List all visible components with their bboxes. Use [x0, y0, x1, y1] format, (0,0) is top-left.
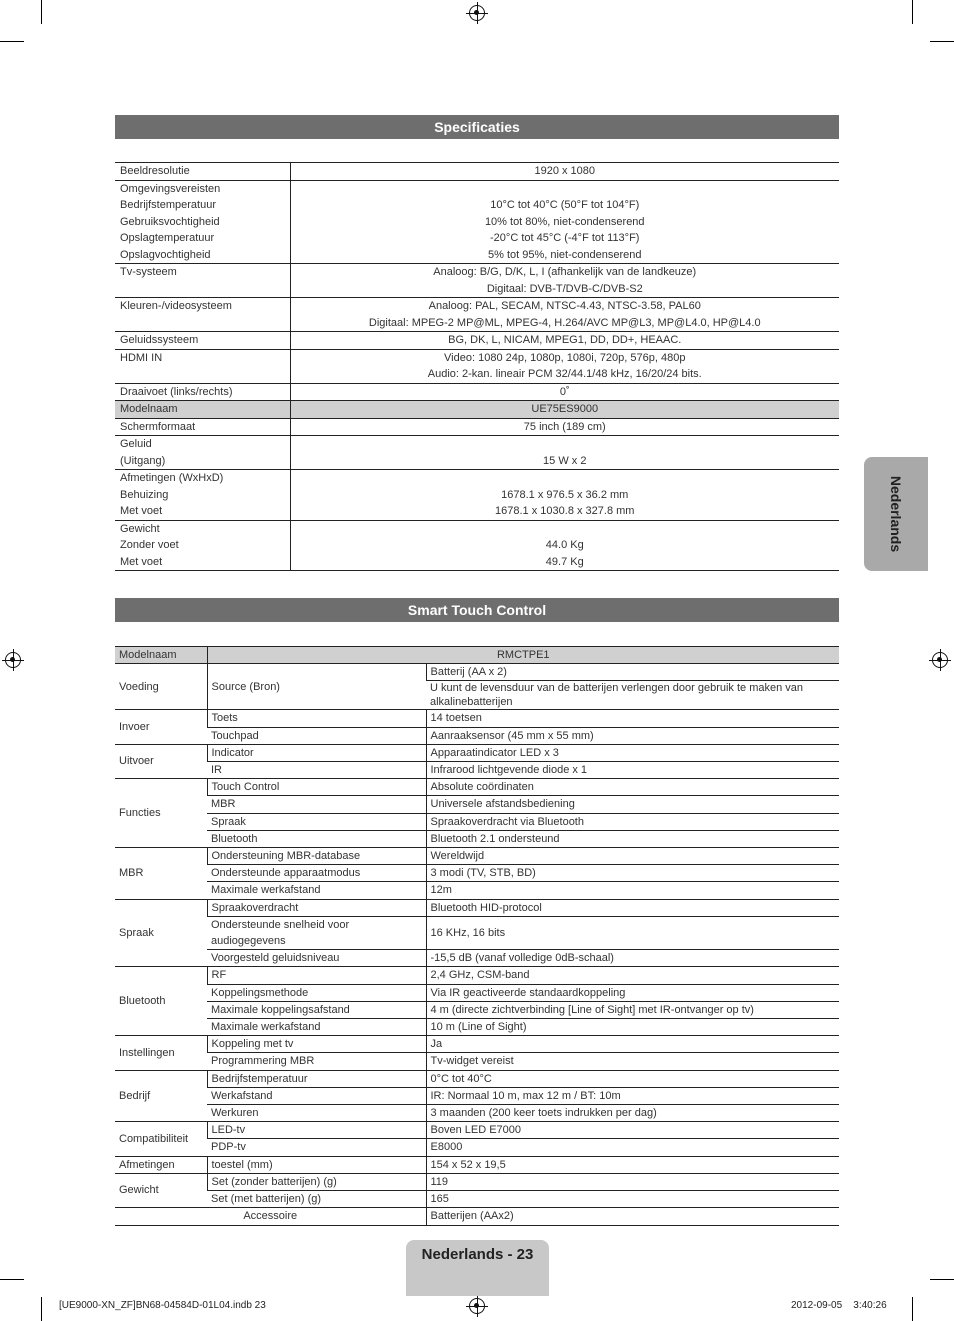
stc-model-row: [115, 647, 839, 664]
registration-mark-icon: [469, 1298, 485, 1314]
footer-timestamp: 2012-09-05 3:40:26: [791, 1300, 887, 1311]
stc-group-label: MBR: [115, 848, 207, 900]
stc-item-value: Aanraaksensor (45 mm x 55 mm): [426, 727, 839, 744]
registration-mark-icon: [469, 5, 485, 21]
spec-row: [115, 163, 839, 181]
stc-item-label: Ondersteuning MBR-database: [207, 848, 426, 865]
stc-row: [115, 727, 839, 744]
stc-item-label: Touch Control: [207, 779, 426, 796]
stc-item-label: Maximale werkafstand: [207, 882, 426, 899]
stc-item-label: Source (Bron): [207, 664, 426, 710]
stc-item-value: 10 m (Line of Sight): [426, 1019, 839, 1036]
registration-mark-icon: [932, 652, 948, 668]
stc-row: [115, 830, 839, 847]
spec-label: Gewicht Zonder voet Met voet: [115, 520, 290, 571]
spec-row: [115, 298, 839, 332]
stc-row: [115, 1019, 839, 1036]
stc-item-label: Set (zonder batterijen) (g): [207, 1173, 426, 1190]
spec-label: Modelnaam: [115, 401, 290, 419]
stc-item-label: Werkuren: [207, 1105, 426, 1122]
stc-item-value: Batterij (AA x 2): [426, 664, 839, 681]
spec-label: Afmetingen (WxHxD) Behuizing Met voet: [115, 470, 290, 521]
spec-label: Draaivoet (links/rechts): [115, 383, 290, 401]
stc-item-label: Toets: [207, 710, 426, 727]
spec-value: BG, DK, L, NICAM, MPEG1, DD, DD+, HEAAC.: [290, 332, 839, 350]
crop-mark: [41, 0, 42, 24]
page-number-tab: Nederlands - 23: [406, 1240, 549, 1296]
stc-item-value: Universele afstandsbediening: [426, 796, 839, 813]
language-side-tab-label: Nederlands: [888, 475, 904, 553]
stc-item-value: Wereldwijd: [426, 848, 839, 865]
stc-model-label: Modelnaam: [115, 647, 207, 664]
section-title-specificaties: Specificaties: [115, 115, 839, 139]
specifications-table: [115, 162, 839, 571]
stc-row: [115, 796, 839, 813]
spec-label: Kleuren-/videosysteem: [115, 298, 290, 332]
spec-row: [115, 180, 839, 264]
registration-mark-icon: [5, 652, 21, 668]
spec-value: 0˚: [290, 383, 839, 401]
stc-row: [115, 916, 839, 949]
crop-mark: [41, 1297, 42, 1321]
stc-item-value: Bluetooth 2.1 ondersteund: [426, 830, 839, 847]
spec-label: Tv-systeem: [115, 264, 290, 298]
stc-item-value: 2,4 GHz, CSM-band: [426, 967, 839, 984]
stc-row: [115, 865, 839, 882]
stc-row: [115, 1156, 839, 1173]
stc-row: [115, 1036, 839, 1053]
stc-item-value: IR: Normaal 10 m, max 12 m / BT: 10m: [426, 1087, 839, 1104]
spec-label: Beeldresolutie: [115, 163, 290, 181]
stc-item-label: Set (met batterijen) (g): [207, 1191, 426, 1208]
stc-item-value: 3 modi (TV, STB, BD): [426, 865, 839, 882]
stc-row: [115, 1001, 839, 1018]
stc-item-label: Werkafstand: [207, 1087, 426, 1104]
stc-item-value: Apparaatindicator LED x 3: [426, 744, 839, 761]
section-title-smart-touch-control: Smart Touch Control: [115, 598, 839, 622]
stc-item-value: Absolute coördinaten: [426, 779, 839, 796]
stc-group-label: Compatibiliteit: [115, 1122, 207, 1156]
stc-item-value: 119: [426, 1173, 839, 1190]
stc-group-label: Functies: [115, 779, 207, 848]
spec-value: 1678.1 x 976.5 x 36.2 mm 1678.1 x 1030.8 x 327.8 mm: [290, 470, 839, 521]
spec-value: Video: 1080 24p, 1080p, 1080i, 720p, 576p, 480p Audio: 2-kan. lineair PCM 32/44.1/48 kHz, 16/20/24 bits.: [290, 349, 839, 383]
stc-row: [115, 710, 839, 727]
stc-accessoire-value: Batterijen (AAx2): [426, 1208, 839, 1225]
stc-row: [115, 950, 839, 967]
stc-row: [115, 984, 839, 1001]
stc-group-label: Gewicht: [115, 1173, 207, 1207]
spec-row: [115, 383, 839, 401]
spec-row: [115, 264, 839, 298]
stc-accessoire-label: Accessoire: [115, 1208, 426, 1225]
spec-value: 10°C tot 40°C (50°F tot 104°F) 10% tot 80%, niet-condenserend -20°C tot 45°C (-4°F tot 113°F) 5% tot 95%, niet-condenserend: [290, 180, 839, 264]
stc-row: [115, 967, 839, 984]
stc-item-label: IR: [207, 762, 426, 779]
stc-row: [115, 664, 839, 681]
stc-item-value: 165: [426, 1191, 839, 1208]
stc-item-label: Koppeling met tv: [207, 1036, 426, 1053]
spec-row: [115, 520, 839, 571]
crop-mark: [930, 1279, 954, 1280]
stc-item-label: Touchpad: [207, 727, 426, 744]
crop-mark: [0, 41, 24, 42]
spec-label: HDMI IN: [115, 349, 290, 383]
stc-row: [115, 1070, 839, 1087]
stc-group-label: Afmetingen: [115, 1156, 207, 1173]
stc-item-value: Tv-widget vereist: [426, 1053, 839, 1070]
stc-row: [115, 899, 839, 916]
stc-item-label: MBR: [207, 796, 426, 813]
stc-item-label: Bedrijfstemperatuur: [207, 1070, 426, 1087]
crop-mark: [930, 41, 954, 42]
crop-mark: [0, 1279, 24, 1280]
stc-group-label: Invoer: [115, 710, 207, 744]
stc-row: [115, 779, 839, 796]
stc-row: [115, 744, 839, 761]
stc-group-label: Voeding: [115, 664, 207, 710]
spec-row: [115, 470, 839, 521]
stc-row: [115, 1087, 839, 1104]
stc-item-value: Boven LED E7000: [426, 1122, 839, 1139]
spec-value: Analoog: B/G, D/K, L, I (afhankelijk van de landkeuze) Digitaal: DVB-T/DVB-C/DVB-S2: [290, 264, 839, 298]
stc-item-value: Spraakoverdracht via Bluetooth: [426, 813, 839, 830]
spec-label: Geluid (Uitgang): [115, 436, 290, 470]
spec-row: [115, 401, 839, 419]
spec-value: 1920 x 1080: [290, 163, 839, 181]
spec-label: Geluidssysteem: [115, 332, 290, 350]
spec-row: [115, 418, 839, 436]
stc-item-value: E8000: [426, 1139, 839, 1156]
footer-file-info: [UE9000-XN_ZF]BN68-04584D-01L04.indb 23: [59, 1300, 266, 1311]
stc-row: [115, 848, 839, 865]
stc-row: [115, 1173, 839, 1190]
stc-row: [115, 762, 839, 779]
stc-item-label: toestel (mm): [207, 1156, 426, 1173]
stc-row: [115, 1053, 839, 1070]
stc-item-label: Ondersteunde apparaatmodus: [207, 865, 426, 882]
stc-group-label: Bedrijf: [115, 1070, 207, 1122]
stc-item-label: Spraak: [207, 813, 426, 830]
stc-item-value: 3 maanden (200 keer toets indrukken per dag): [426, 1105, 839, 1122]
spec-row: [115, 349, 839, 383]
language-side-tab: [864, 457, 928, 571]
crop-mark: [912, 1297, 913, 1321]
stc-item-label: Maximale werkafstand: [207, 1019, 426, 1036]
spec-row: [115, 436, 839, 470]
spec-value: Analoog: PAL, SECAM, NTSC-4.43, NTSC-3.58, PAL60 Digitaal: MPEG-2 MP@ML, MPEG-4, H.264/AVC MP@L3, MP@L4.0, HP@L4.0: [290, 298, 839, 332]
stc-item-label: Programmering MBR: [207, 1053, 426, 1070]
spec-value: 75 inch (189 cm): [290, 418, 839, 436]
stc-group-label: Spraak: [115, 899, 207, 967]
spec-value: UE75ES9000: [290, 401, 839, 419]
stc-item-label: RF: [207, 967, 426, 984]
stc-group-label: Instellingen: [115, 1036, 207, 1070]
stc-item-label: Bluetooth: [207, 830, 426, 847]
spec-value: 44.0 Kg 49.7 Kg: [290, 520, 839, 571]
stc-item-value: Bluetooth HID-protocol: [426, 899, 839, 916]
stc-item-label: Koppelingsmethode: [207, 984, 426, 1001]
spec-value: 15 W x 2: [290, 436, 839, 470]
stc-item-label: LED-tv: [207, 1122, 426, 1139]
stc-row: [115, 1191, 839, 1208]
stc-item-value: 154 x 52 x 19,5: [426, 1156, 839, 1173]
stc-item-label: Spraakoverdracht: [207, 899, 426, 916]
stc-item-label: PDP-tv: [207, 1139, 426, 1156]
stc-row: [115, 882, 839, 899]
stc-item-value: 4 m (directe zichtverbinding [Line of Sight] met IR-ontvanger op tv): [426, 1001, 839, 1018]
stc-row: [115, 813, 839, 830]
stc-group-label: Bluetooth: [115, 967, 207, 1036]
stc-item-value: -15,5 dB (vanaf volledige 0dB-schaal): [426, 950, 839, 967]
spec-label: Schermformaat: [115, 418, 290, 436]
stc-item-value: 0°C tot 40°C: [426, 1070, 839, 1087]
crop-mark: [912, 0, 913, 24]
stc-item-value: 12m: [426, 882, 839, 899]
stc-item-value: Ja: [426, 1036, 839, 1053]
stc-accessoire-row: [115, 1208, 839, 1225]
stc-model-value: RMCTPE1: [207, 647, 839, 664]
stc-row: [115, 1139, 839, 1156]
spec-label: Omgevingsvereisten Bedrijfstemperatuur Gebruiksvochtigheid Opslagtemperatuur Opslagvochtigheid: [115, 180, 290, 264]
smart-touch-control-table: [115, 646, 839, 1226]
stc-item-value: Infrarood lichtgevende diode x 1: [426, 762, 839, 779]
spec-row: [115, 332, 839, 350]
stc-item-label: Maximale koppelingsafstand: [207, 1001, 426, 1018]
stc-row: [115, 1105, 839, 1122]
stc-item-value: Via IR geactiveerde standaardkoppeling: [426, 984, 839, 1001]
stc-row: [115, 1122, 839, 1139]
stc-item-label: Ondersteunde snelheid voor audiogegevens: [207, 916, 426, 949]
stc-item-label: Indicator: [207, 744, 426, 761]
stc-item-value: U kunt de levensduur van de batterijen verlengen door gebruik te maken van alkalinebatterijen: [426, 681, 839, 710]
stc-item-value: 14 toetsen: [426, 710, 839, 727]
stc-item-value: 16 KHz, 16 bits: [426, 916, 839, 949]
stc-group-label: Uitvoer: [115, 744, 207, 778]
stc-item-label: Voorgesteld geluidsniveau: [207, 950, 426, 967]
